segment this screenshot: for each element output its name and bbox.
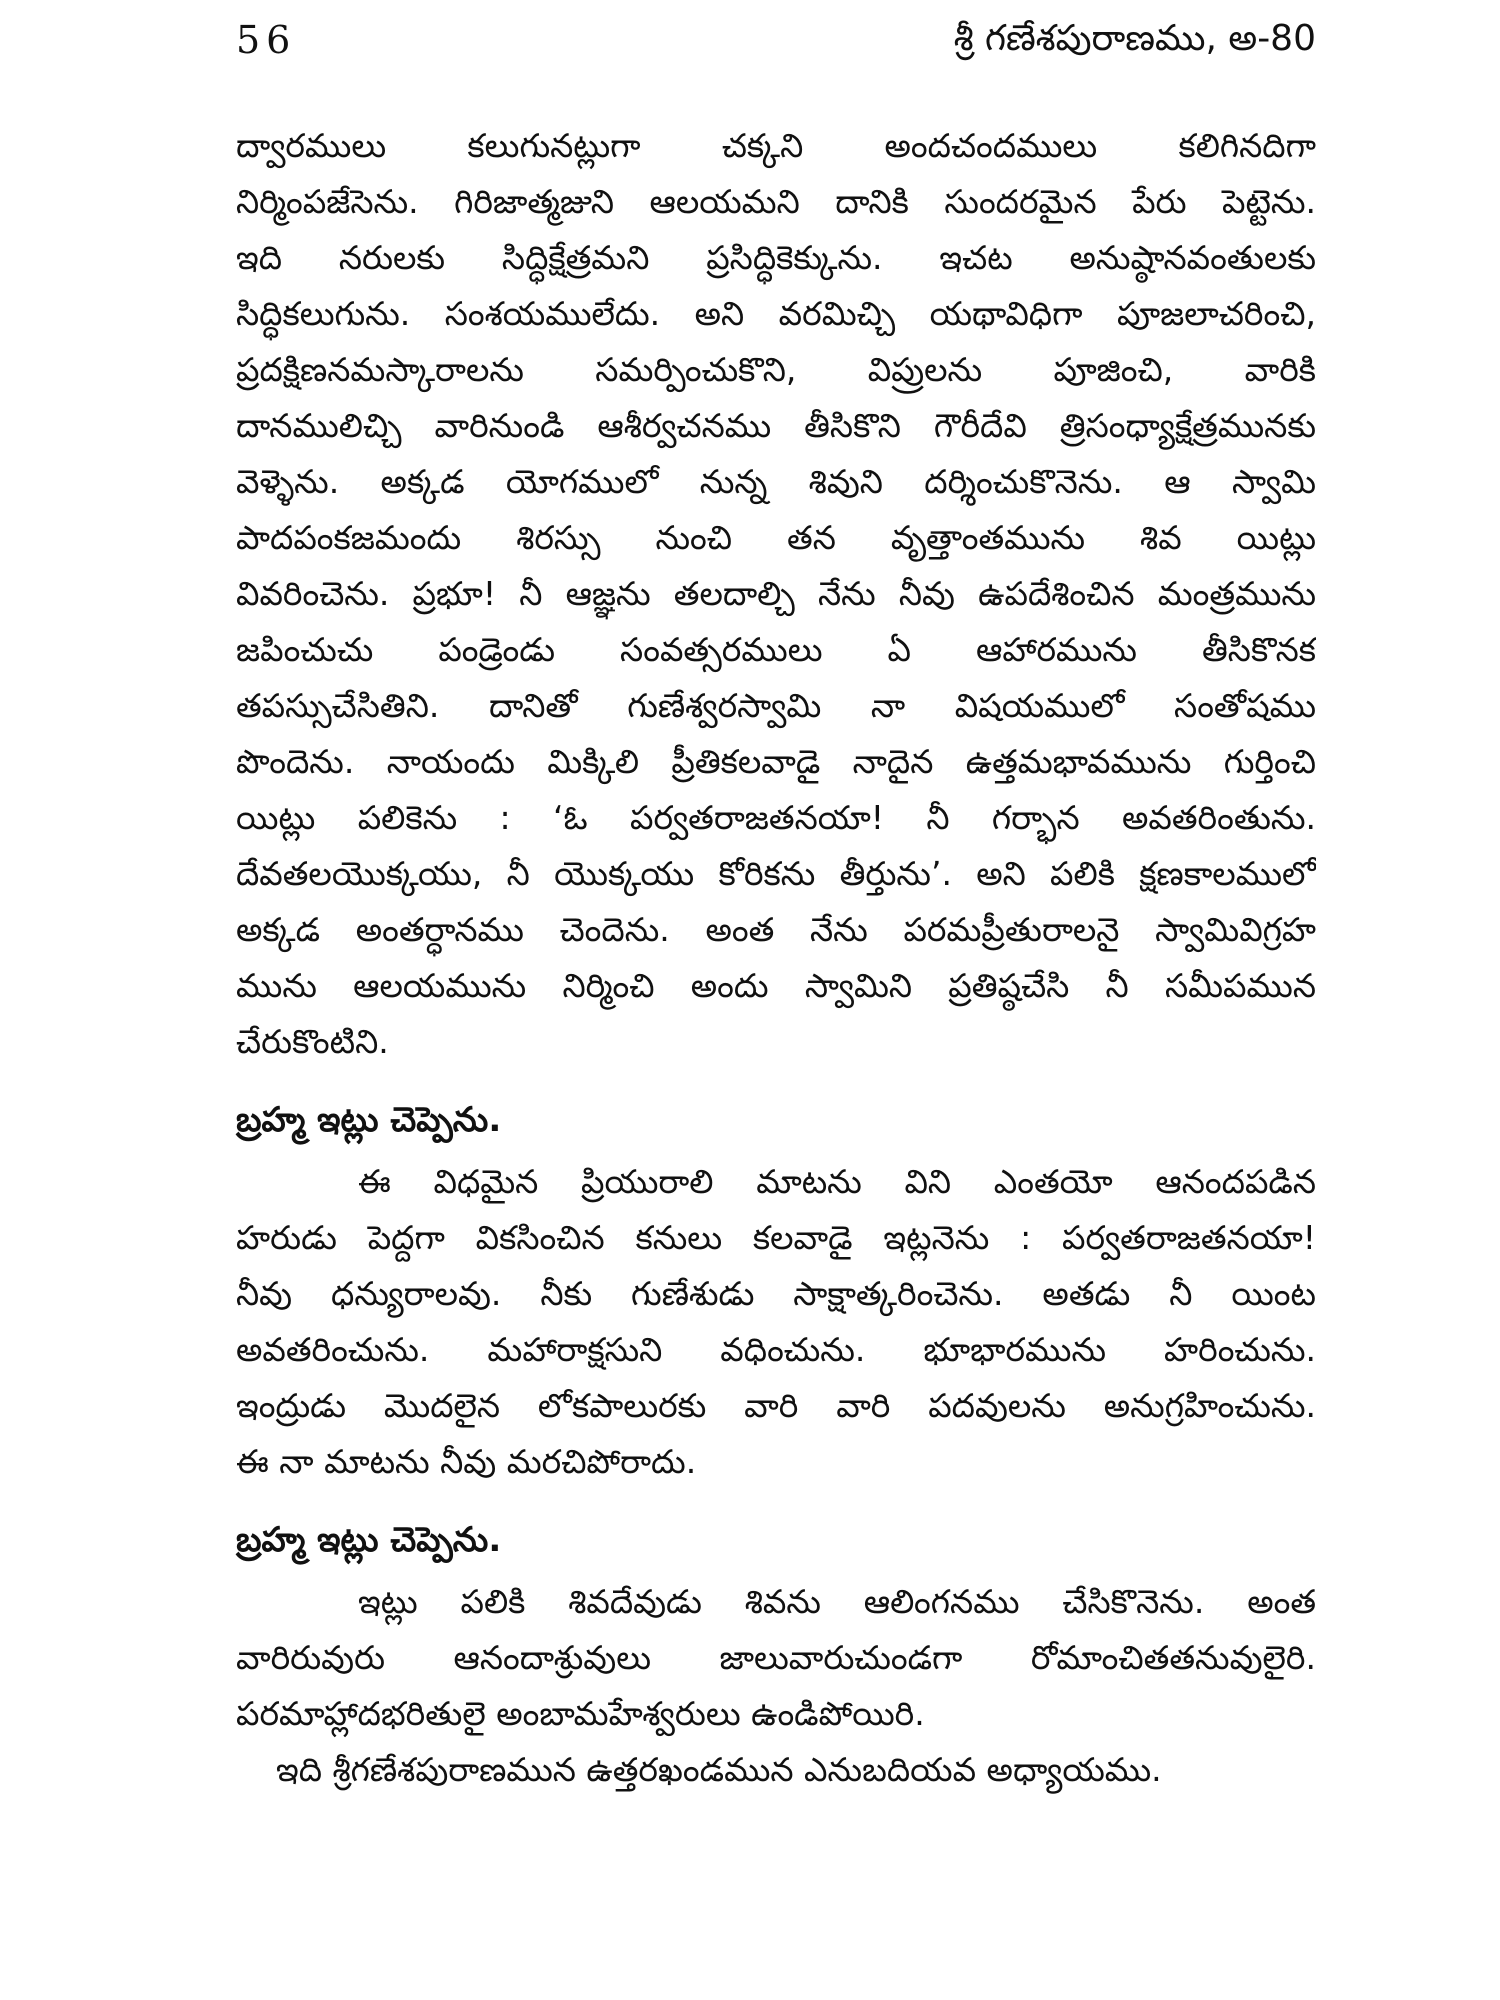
paragraph-3 — [236, 1574, 1316, 1742]
text-line: చేరుకొంటిని. — [236, 1022, 389, 1061]
text-line: హరుడు పెద్దగా వికసించిన కనులు కలవాడై ఇట్లనెను : పర్వతరాజతనయా! — [236, 1218, 1316, 1257]
body-text — [236, 118, 1316, 1798]
text-line: నీవు ధన్యురాలవు. నీకు గుణేశుడు సాక్షాత్కరించెను. అతడు నీ యింట — [236, 1274, 1316, 1313]
text-line: ద్వారములు కలుగునట్లుగా చక్కని అందచందములు కలిగినదిగా — [236, 126, 1316, 165]
chapter-closing-line: ఇది శ్రీగణేశపురాణమున ఉత్తరఖండమున ఎనుబదియవ అధ్యాయము. — [276, 1750, 1162, 1789]
paragraph-2 — [236, 1154, 1316, 1490]
text-line: పొందెను. నాయందు మిక్కిలి ప్రీతికలవాడై నాదైన ఉత్తమభావమును గుర్తించి — [236, 742, 1316, 781]
text-line: మును ఆలయమును నిర్మించి అందు స్వామిని ప్రతిష్ఠచేసి నీ సమీపమున — [236, 966, 1316, 1005]
text-line: ఇది నరులకు సిద్ధిక్షేత్రమని ప్రసిద్ధికెక్కును. ఇచట అనుష్ఠానవంతులకు — [236, 238, 1316, 277]
text-line: పాదపంకజమందు శిరస్సు నుంచి తన వృత్తాంతమును శివ యిట్లు — [236, 518, 1316, 557]
paragraph-1 — [236, 118, 1316, 1070]
text-line: అక్కడ అంతర్ధానము చెందెను. అంత నేను పరమప్రీతురాలనై స్వామివిగ్రహ — [236, 910, 1316, 949]
text-line: వెళ్ళెను. అక్కడ యోగములో నున్న శివుని దర్శించుకొనెను. ఆ స్వామి — [236, 462, 1316, 501]
text-line: సిద్ధికలుగును. సంశయములేదు. అని వరమిచ్చి యథావిధిగా పూజలాచరించి, — [236, 294, 1316, 333]
page-number: 56 — [236, 18, 297, 62]
text-line: ఈ విధమైన ప్రియురాలి మాటను విని ఎంతయో ఆనందపడిన — [358, 1162, 1316, 1201]
text-line: తపస్సుచేసితిని. దానితో గుణేశ్వరస్వామి నా విషయములో సంతోషము — [236, 686, 1316, 725]
text-line: దేవతలయొక్కయు, నీ యొక్కయు కోరికను తీర్తును’. అని పలికి క్షణకాలములో — [236, 854, 1316, 893]
text-line: పరమాహ్లాదభరితులై అంబామహేశ్వరులు ఉండిపోయిరి. — [236, 1694, 925, 1733]
running-head: శ్రీ గణేశపురాణము, అ-80 — [953, 18, 1316, 59]
text-line: నిర్మింపజేసెను. గిరిజాత్మజుని ఆలయమని దానికి సుందరమైన పేరు పెట్టెను. — [236, 182, 1316, 221]
section-heading: బ్రహ్మ ఇట్లు చెప్పెను. — [236, 1520, 502, 1560]
text-line: వారిరువురు ఆనందాశ్రువులు జాలువారుచుండగా రోమాంచితతనువులైరి. — [236, 1638, 1316, 1677]
text-line: ప్రదక్షిణనమస్కారాలను సమర్పించుకొని, విప్రులను పూజించి, వారికి — [236, 350, 1316, 389]
text-line: అవతరించును. మహారాక్షసుని వధించును. భూభారమును హరించును. — [236, 1330, 1316, 1369]
text-line: దానములిచ్చి వారినుండి ఆశీర్వచనము తీసికొని గౌరీదేవి త్రిసంధ్యాక్షేత్రమునకు — [236, 406, 1316, 445]
text-line: యిట్లు పలికెను : ‘ఓ పర్వతరాజతనయా! నీ గర్భాన అవతరింతును. — [236, 798, 1316, 837]
text-line: వివరించెను. ప్రభూ! నీ ఆజ్ఞను తలదాల్చి నేను నీవు ఉపదేశించిన మంత్రమును — [236, 574, 1316, 613]
text-line: ఇట్లు పలికి శివదేవుడు శివను ఆలింగనము చేసికొనెను. అంత — [358, 1582, 1316, 1621]
text-line: ఈ నా మాటను నీవు మరచిపోరాదు. — [236, 1442, 697, 1481]
text-line: ఇంద్రుడు మొదలైన లోకపాలురకు వారి వారి పదవులను అనుగ్రహించును. — [236, 1386, 1316, 1425]
text-line: జపించుచు పండ్రెండు సంవత్సరములు ఏ ఆహారమును తీసికొనక — [236, 630, 1316, 669]
page-header — [236, 18, 1316, 78]
section-heading: బ్రహ్మ ఇట్లు చెప్పెను. — [236, 1100, 502, 1140]
